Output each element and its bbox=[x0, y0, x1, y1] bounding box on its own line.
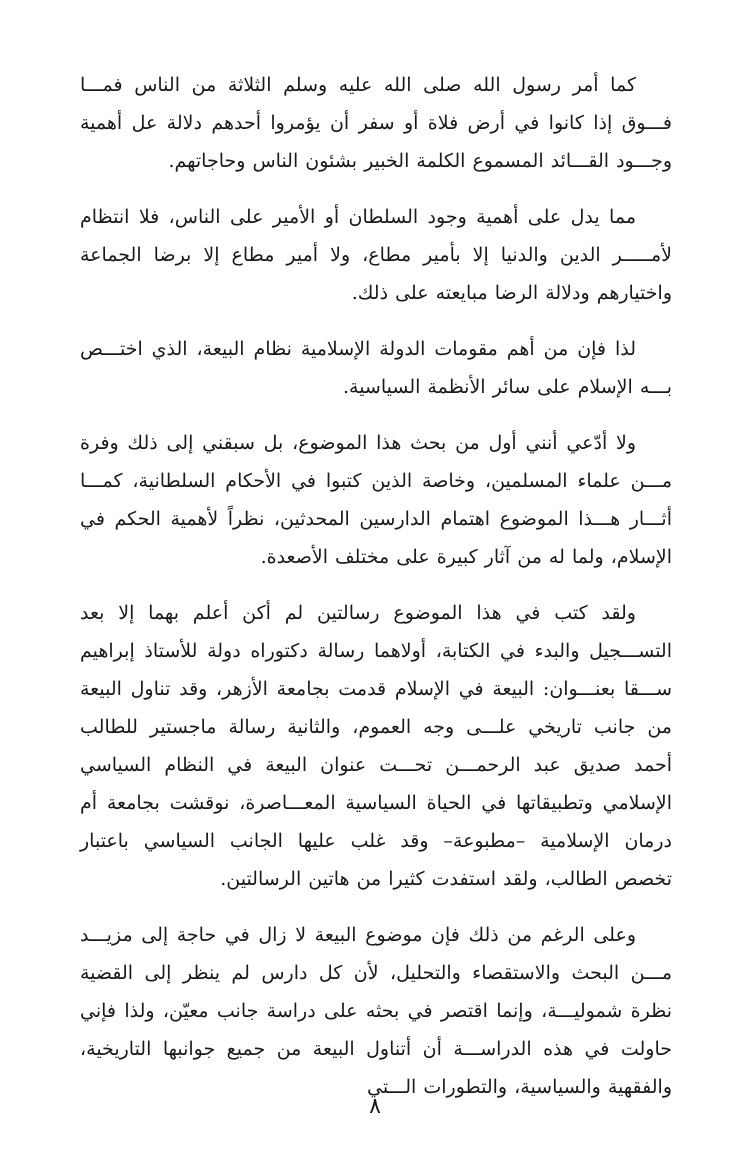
paragraph-3: لذا فإن من أهم مقومات الدولة الإسلامية نظام البيعة، الذي اختـــص بـــه الإسلام على سائر الأنظمة السياسية. bbox=[80, 338, 672, 398]
page-number: ٨ bbox=[369, 1094, 381, 1119]
paragraph-2: مما يدل على أهمية وجود السلطان أو الأمير على الناس، فلا انتظام لأمـــــر الدين والدنيا إلا بأمير مطاع، ولا أمير مطاع إلا برضا الجماعة واختيارهم ودلالة الرضا مبايعته على ذلك. bbox=[80, 206, 672, 304]
paragraph-4: ولا أدّعي أنني أول من بحث هذا الموضوع، بل سبقني إلى ذلك وفرة مـــن علماء المسلمين، وخاصة الذين كتبوا في الأحكام السلطانية، كمـــا أثـــار هـــذا الموضوع اهتمام الدارسين المحدثين، نظراً لأهمية الحكم في الإسلام، ولما له من آثار كبيرة على مختلف الأصعدة. bbox=[80, 432, 672, 568]
body-text bbox=[80, 66, 672, 1124]
paragraph-1: كما أمر رسول الله صلى الله عليه وسلم الثلاثة من الناس فمـــا فـــوق إذا كانوا في أرض فلاة أو سفر أن يؤمروا أحدهم دلالة عل أهمية وجـــود القـــائد المسموع الكلمة الخبير بشئون الناس وحاجاتهم. bbox=[80, 74, 672, 172]
paragraph-5: ولقد كتب في هذا الموضوع رسالتين لم أكن أعلم بهما إلا بعد التســـجيل والبدء في الكتابة، أولاهما رسالة دكتوراه دولة للأستاذ إبراهيم ســـقا بعنـــوان: البيعة في الإسلام قدمت بجامعة الأزهر، وقد تناول البيعة من جانب تاريخي علـــى وجه العموم، والثانية رسالة ماجستير للطالب أحمد صديق عبد الرحمـــن تحـــت عنوان البيعة في النظام السياسي الإسلامي وتطبيقاتها في الحياة السياسية المعـــاصرة، نوقشت بجامعة أم درمان الإسلامية –مطبوعة– وقد غلب عليها الجانب السياسي باعتبار تخصص الطالب، ولقد استفدت كثيرا من هاتين الرسالتين. bbox=[80, 602, 672, 890]
paragraph-6: وعلى الرغم من ذلك فإن موضوع البيعة لا زال في حاجة إلى مزيـــد مـــن البحث والاستقصاء والتحليل، لأن كل دارس لم ينظر إلى القضية نظرة شموليـــة، وإنما اقتصر في بحثه على دراسة جانب معيّن، ولذا فإني حاولت في هذه الدراســـة أن أتناول البيعة من جميع جوانبها التاريخية، والفقهية والسياسية، والتطورات الـــتي bbox=[80, 924, 672, 1098]
